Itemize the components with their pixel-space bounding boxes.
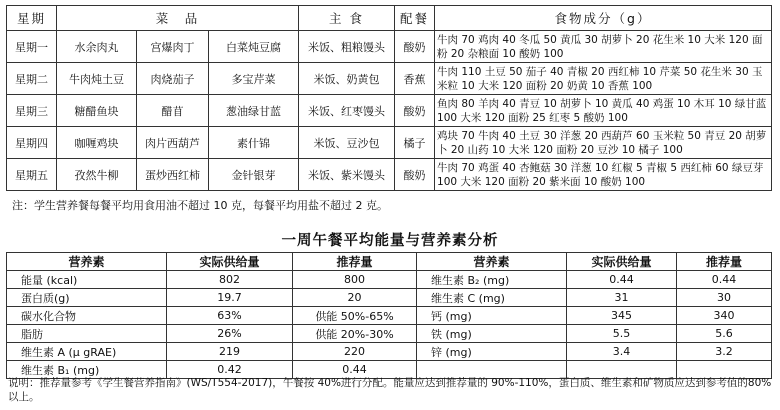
nutrient-name-2: 铁 (mg): [417, 325, 567, 343]
actual-value: 0.42: [167, 361, 293, 379]
nutrient-name: 维生素 B₁ (mg): [7, 361, 167, 379]
side-cell: 橘子: [395, 127, 435, 159]
recommended-value-2: 5.6: [677, 325, 772, 343]
nutrient-name: 维生素 A (μ gRAE): [7, 343, 167, 361]
actual-value-2: 0.44: [567, 271, 677, 289]
food-composition-cell: 鱼肉 80 羊肉 40 青豆 10 胡萝卜 10 黄瓜 40 鸡蛋 10 木耳 10 绿甘蓝 100 大米 120 面粉 25 红枣 5 酸奶 100: [435, 95, 772, 127]
header-food-composition: 食物成分（g）: [435, 6, 772, 31]
day-cell: 星期五: [7, 159, 57, 191]
staple-cell: 米饭、奶黄包: [299, 63, 395, 95]
recommended-value: 20: [293, 289, 417, 307]
recommended-value: 供能 50%-65%: [293, 307, 417, 325]
actual-value: 219: [167, 343, 293, 361]
actual-value-2: 5.5: [567, 325, 677, 343]
nutrient-name: 碳水化合物: [7, 307, 167, 325]
recommended-value-2: 30: [677, 289, 772, 307]
side-cell: 香蕉: [395, 63, 435, 95]
header-dishes: 菜 品: [57, 6, 299, 31]
header-nutrient: 营养素: [7, 253, 167, 271]
dish-3-cell: 素什锦: [209, 127, 299, 159]
dish-2-cell: 蛋炒西红柿: [137, 159, 209, 191]
recommended-value-2: 340: [677, 307, 772, 325]
recommended-value: 供能 20%-30%: [293, 325, 417, 343]
day-cell: 星期一: [7, 31, 57, 63]
dish-1-cell: 咖喱鸡块: [57, 127, 137, 159]
dish-2-cell: 肉烧茄子: [137, 63, 209, 95]
dish-2-cell: 醋苜: [137, 95, 209, 127]
dish-3-cell: 葱油绿甘蓝: [209, 95, 299, 127]
nutrition-row: [7, 271, 772, 289]
menu-note: 注：学生营养餐每餐平均用食用油不超过 10 克，每餐平均用盐不超过 2 克。: [12, 199, 388, 212]
recommended-value: 220: [293, 343, 417, 361]
actual-value-2: 3.4: [567, 343, 677, 361]
nutrition-table: [6, 252, 772, 379]
actual-value-2: 345: [567, 307, 677, 325]
day-cell: 星期四: [7, 127, 57, 159]
staple-cell: 米饭、豆沙包: [299, 127, 395, 159]
menu-row: [7, 63, 772, 95]
dish-1-cell: 糖醋鱼块: [57, 95, 137, 127]
nutrition-row: [7, 307, 772, 325]
menu-table: [6, 5, 772, 191]
actual-value-2: 31: [567, 289, 677, 307]
dish-1-cell: 牛肉炖土豆: [57, 63, 137, 95]
dish-3-cell: 白菜炖豆腐: [209, 31, 299, 63]
food-composition-cell: 牛肉 70 鸡蛋 40 杏鲍菇 30 洋葱 10 红椒 5 青椒 5 西红柿 60 绿豆芽 100 大米 120 面粉 20 紫米面 10 酸奶 100: [435, 159, 772, 191]
nutrient-name: 蛋白质(g): [7, 289, 167, 307]
staple-cell: 米饭、粗粮馒头: [299, 31, 395, 63]
food-composition-cell: 牛肉 110 土豆 50 茄子 40 青椒 20 西红柿 10 芹菜 50 花生米 30 玉米粒 10 大米 120 面粉 20 奶黄 10 香蕉 100: [435, 63, 772, 95]
day-cell: 星期二: [7, 63, 57, 95]
nutrition-note: 说明：推荐量参考《学生餐营养指南》(WS/T554-2017)，午餐按 40%进行分配。能量应达到推荐量的 90%-110%，蛋白质、维生素和矿物质应达到参考值的80%以上。: [8, 377, 772, 403]
nutrient-name-2: 钙 (mg): [417, 307, 567, 325]
recommended-value-2: 0.44: [677, 271, 772, 289]
menu-header-row: [7, 6, 772, 31]
recommended-value-2: 3.2: [677, 343, 772, 361]
dish-3-cell: 金针银芽: [209, 159, 299, 191]
header-recommended-2: 推荐量: [677, 253, 772, 271]
actual-value: 26%: [167, 325, 293, 343]
staple-cell: 米饭、紫米馒头: [299, 159, 395, 191]
side-cell: 酸奶: [395, 95, 435, 127]
nutrient-name-2: 锌 (mg): [417, 343, 567, 361]
header-nutrient-2: 营养素: [417, 253, 567, 271]
nutrient-name: 脂肪: [7, 325, 167, 343]
header-recommended: 推荐量: [293, 253, 417, 271]
menu-row: [7, 159, 772, 191]
side-cell: 酸奶: [395, 31, 435, 63]
dish-3-cell: 多宝芹菜: [209, 63, 299, 95]
nutrient-name-2: 维生素 B₂ (mg): [417, 271, 567, 289]
header-side: 配餐: [395, 6, 435, 31]
nutrition-row: [7, 325, 772, 343]
side-cell: 酸奶: [395, 159, 435, 191]
nutrition-row: [7, 289, 772, 307]
menu-row: [7, 31, 772, 63]
dish-1-cell: 水余肉丸: [57, 31, 137, 63]
dish-2-cell: 肉片西葫芦: [137, 127, 209, 159]
header-actual-2: 实际供给量: [567, 253, 677, 271]
nutrition-row: [7, 343, 772, 361]
dish-2-cell: 宫爆肉丁: [137, 31, 209, 63]
dish-1-cell: 孜然牛柳: [57, 159, 137, 191]
menu-row: [7, 95, 772, 127]
nutrient-name-2: 维生素 C (mg): [417, 289, 567, 307]
header-day: 星期: [7, 6, 57, 31]
header-actual: 实际供给量: [167, 253, 293, 271]
nutrition-header-row: [7, 253, 772, 271]
actual-value: 802: [167, 271, 293, 289]
day-cell: 星期三: [7, 95, 57, 127]
actual-value: 19.7: [167, 289, 293, 307]
actual-value: 63%: [167, 307, 293, 325]
food-composition-cell: 牛肉 70 鸡肉 40 冬瓜 50 黄瓜 30 胡萝卜 20 花生米 10 大米 120 面粉 20 杂粮面 10 酸奶 100: [435, 31, 772, 63]
nutrition-title: 一周午餐平均能量与营养素分析: [281, 232, 499, 249]
recommended-value: 0.44: [293, 361, 417, 379]
header-staple: 主 食: [299, 6, 395, 31]
menu-row: [7, 127, 772, 159]
nutrient-name: 能量 (kcal): [7, 271, 167, 289]
staple-cell: 米饭、红枣馒头: [299, 95, 395, 127]
food-composition-cell: 鸡块 70 牛肉 40 土豆 30 洋葱 20 西葫芦 60 玉米粒 50 青豆 20 胡萝卜 20 山药 10 大米 120 面粉 20 豆沙 10 橘子 100: [435, 127, 772, 159]
recommended-value: 800: [293, 271, 417, 289]
